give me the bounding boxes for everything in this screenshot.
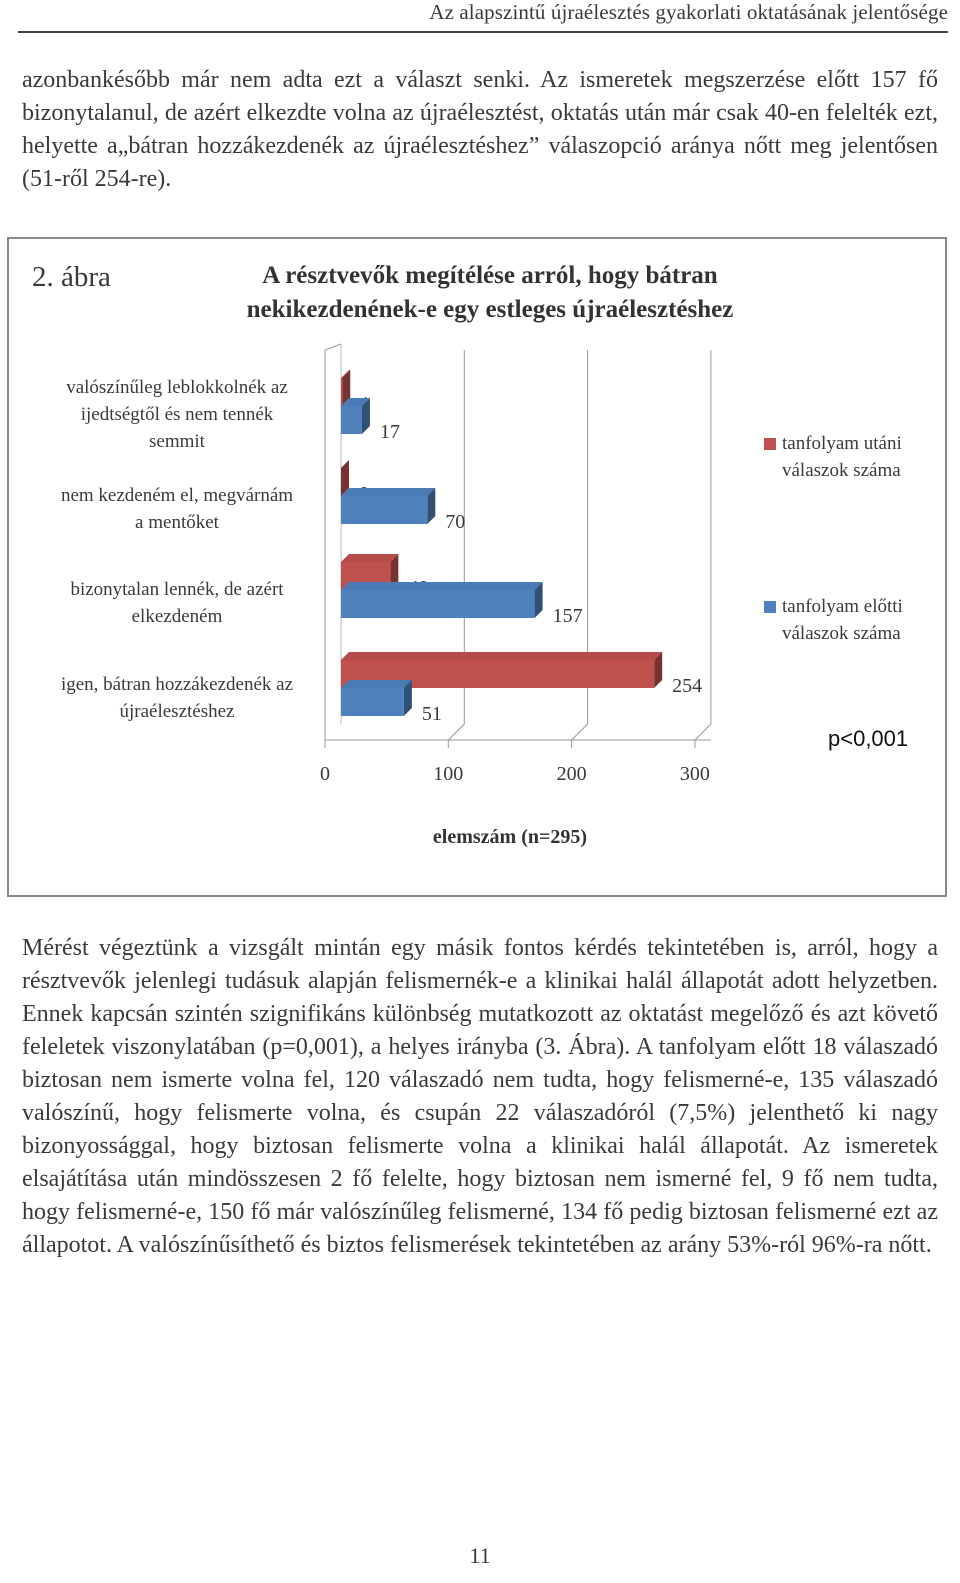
page-number: 11 [469, 1543, 491, 1568]
category-label-1 [32, 482, 322, 536]
paragraph-2: Mérést végeztünk a vizsgált mintán egy másik fontos kérdés tekintetében is, arról, hogy a résztvevők jelenlegi tudásuk alapján felismernék-e a klinikai halál állapotát adott helyzetben. Ennek kapcsán szintén szignifikáns különbség mutatkozott az oktatást megelőző és azt követő feleletek viszonylatában (p=0,001), a helyes irányba (3. Ábra). A tanfolyam előtt 18 válaszadó biztosan nem ismerte volna fel, 120 válaszadó nem tudta, hogy felismerné-e, 135 válaszadó valószínű, hogy felismerte volna, és csupán 22 válaszadóról (7,5%) jelenthető ki nagy bizonyossággal, hogy biztosan felismerte volna a klinikai halál állapotát. Az ismeretek elsajátítása után mindösszesen 2 fő felelte, hogy biztosan nem ismerné fel, 9 fő nem tudta, hogy felismerné-e, 150 fő már valószínűleg felismerné, 134 fő pedig biztosan felismerné ezt az állapotot. A valószínűsíthető és biztos felismerések tekintetében az arány 53%-ról 96%-ra nőtt. [22, 935, 938, 1258]
bar-after-0 [341, 378, 342, 406]
legend-label-before: tanfolyam előtti válaszok száma [782, 596, 903, 644]
bar-before-3 [341, 688, 404, 716]
category-label-0-line-1: valószínűleg leblokkolnék az [66, 377, 288, 398]
bar-before-3-top [341, 680, 412, 688]
legend-label-after: tanfolyam utáni válaszok száma [782, 433, 902, 481]
x-tick-label-200: 200 [556, 763, 587, 785]
chart-title: A résztvevők megítélése arról, hogy bátran nekikezdenének-e egy estleges újraélesztéshez [246, 262, 734, 323]
category-label-3-line-2: újraélesztéshez [119, 701, 235, 722]
p-value-note: p<0,001 [828, 726, 909, 751]
x-axis-title: elemszám (n=295) [432, 826, 588, 848]
category-label-0-line-2: ijedtségtől és nem tennék [80, 404, 274, 425]
bar-before-1 [341, 496, 427, 524]
x-tick-label-0: 0 [320, 763, 330, 785]
legend-swatch-before [764, 601, 776, 613]
legend-swatch-after [764, 438, 776, 450]
legend-item-after [764, 430, 944, 484]
bar-after-2-top [341, 554, 398, 562]
category-label-2-line-2: elkezdeném [131, 606, 223, 627]
category-label-1-line-2: a mentőket [135, 512, 219, 533]
data-label-before-0: 17 [379, 421, 400, 443]
category-label-0 [32, 374, 322, 455]
x-tick-label-300: 300 [679, 763, 710, 785]
bar-after-3-top [341, 652, 662, 660]
bar-before-1-top [341, 488, 435, 496]
category-label-3-line-1: igen, bátran hozzákezdenék az [60, 674, 294, 695]
data-label-after-3: 254 [672, 675, 703, 697]
bar-before-0 [341, 406, 362, 434]
x-tick-label-100: 100 [433, 763, 464, 785]
category-label-2-line-1: bizonytalan lennék, de azért [70, 579, 284, 600]
wall-edge-line [325, 344, 341, 350]
figure-label: 2. ábra [32, 261, 111, 293]
category-label-3 [32, 671, 322, 725]
bar-before-2 [341, 590, 535, 618]
running-header: Az alapszintű újraélesztés gyakorlati oktatásának jelentősége [429, 0, 948, 24]
data-label-before-3: 51 [421, 703, 442, 725]
data-label-before-1: 70 [445, 511, 466, 533]
legend-item-before [764, 593, 944, 647]
data-label-before-2: 157 [552, 605, 583, 627]
category-label-0-line-3: semmit [149, 431, 205, 452]
category-label-2 [32, 576, 322, 630]
bar-before-2-top [341, 582, 543, 590]
category-label-1-line-1: nem kezdeném el, megvárnám [60, 485, 294, 506]
paragraph-1: azonbankésőbb már nem adta ezt a választ senki. Az ismeretek megszerzése előtt 157 fő bizonytalanul, de azért elkezdte volna az újraélesztést, oktatás után már csak 40-en felelték ezt, helyette a„bátran hozzákezdenék az újraélesztéshez” válaszopció aránya nőtt meg jelentősen (51-ről 254-re). [22, 67, 938, 192]
